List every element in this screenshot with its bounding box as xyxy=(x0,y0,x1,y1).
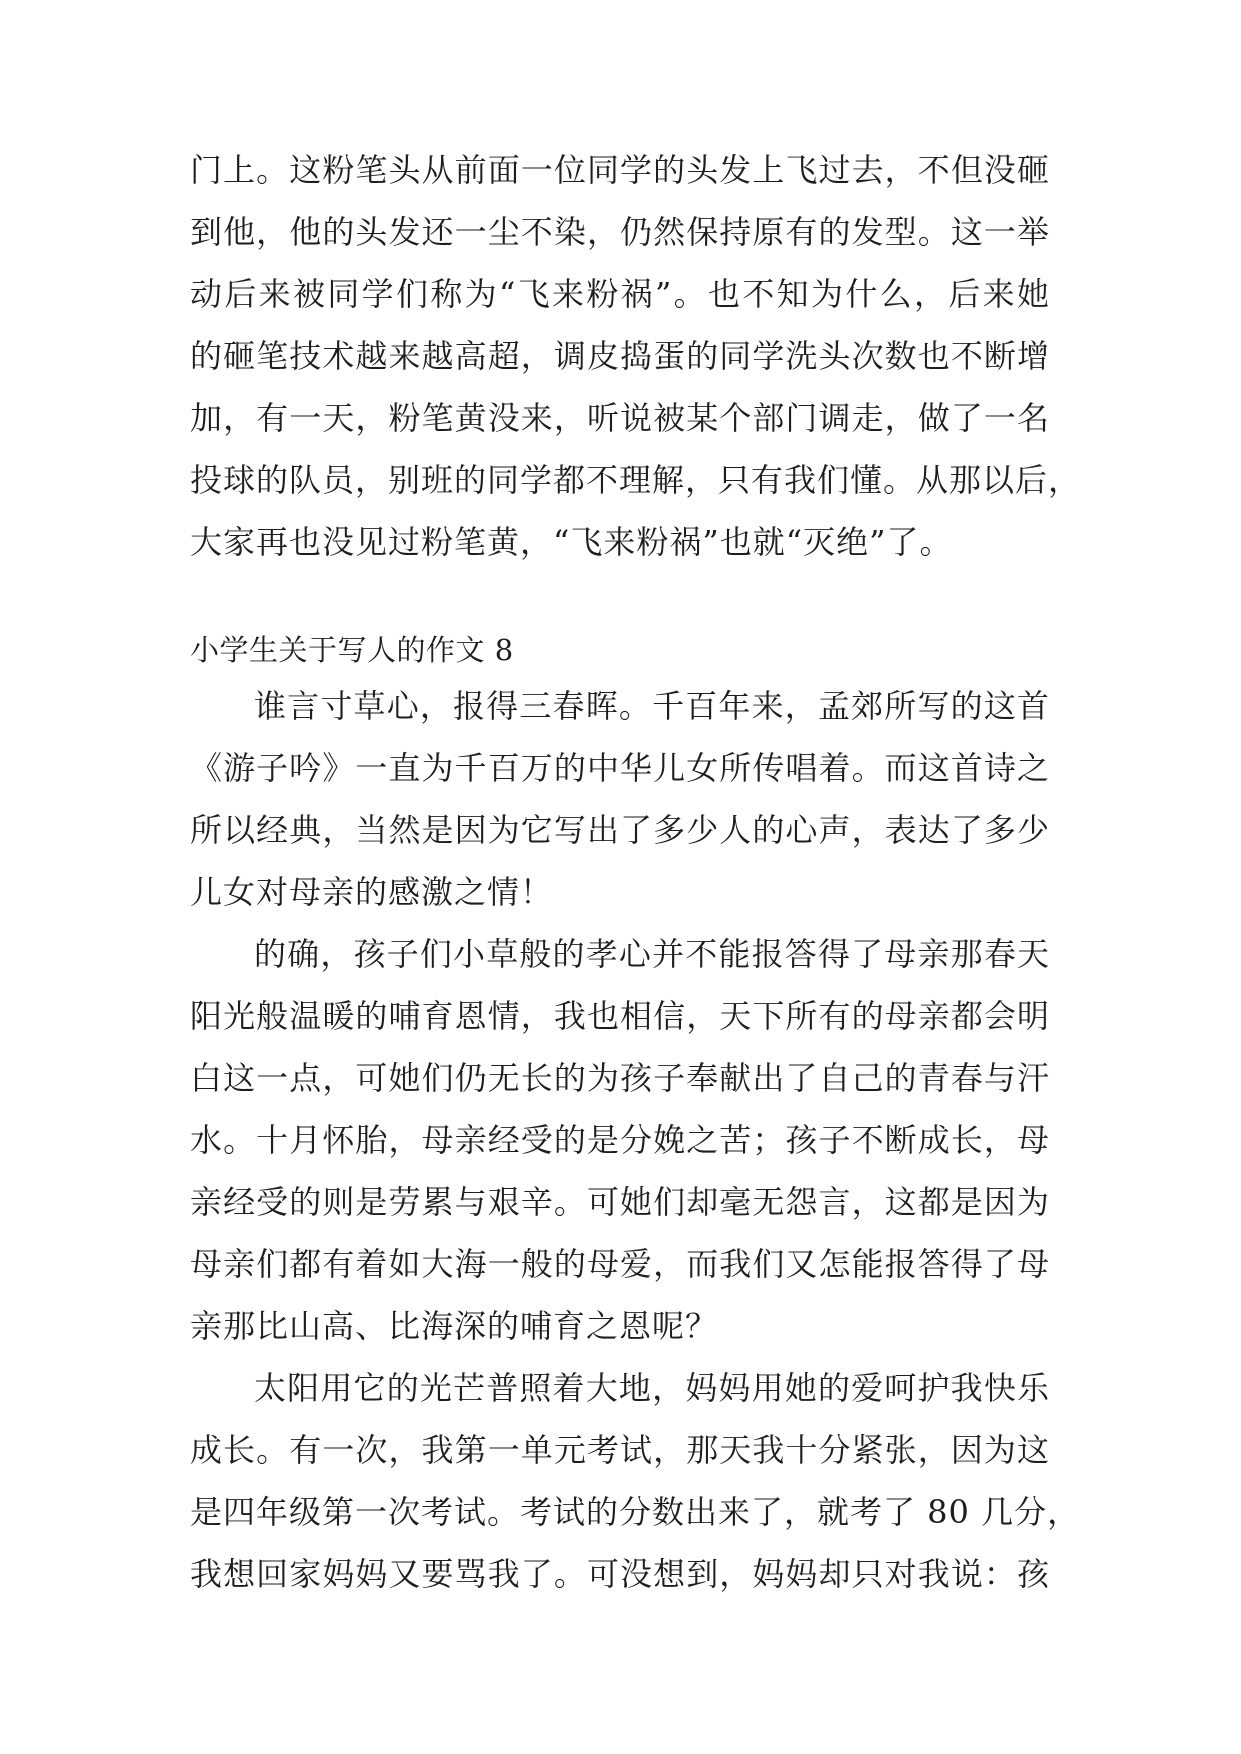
text-line: 母亲们都有着如大海一般的母爱，而我们又怎能报答得了母 xyxy=(190,1245,1050,1283)
text-line: 所以经典，当然是因为它写出了多少人的心声，表达了多少 xyxy=(190,811,1050,849)
text-line: 的确，孩子们小草般的孝心并不能报答得了母亲那春天 xyxy=(254,935,1050,973)
text-line: 到他，他的头发还一尘不染，仍然保持原有的发型。这一举 xyxy=(190,213,1050,251)
text-line: 动后来被同学们称为“飞来粉祸”。也不知为什么，后来她 xyxy=(190,275,1050,313)
text-line: 我想回家妈妈又要骂我了。可没想到，妈妈却只对我说：孩 xyxy=(190,1555,1050,1593)
text-line: 大家再也没见过粉笔黄，“飞来粉祸”也就“灭绝”了。 xyxy=(190,523,953,561)
text-line: 投球的队员，别班的同学都不理解，只有我们懂。从那以后， xyxy=(190,461,1082,499)
text-line: 谁言寸草心，报得三春晖。千百年来，孟郊所写的这首 xyxy=(254,687,1050,725)
text-line: 门上。这粉笔头从前面一位同学的头发上飞过去，不但没砸 xyxy=(190,151,1050,189)
text-line: 亲经受的则是劳累与艰辛。可她们却毫无怨言，这都是因为 xyxy=(190,1183,1050,1221)
text-line: 太阳用它的光芒普照着大地，妈妈用她的爱呵护我快乐 xyxy=(254,1369,1050,1407)
section-title: 小学生关于写人的作文 8 xyxy=(190,633,514,667)
text-line: 是四年级第一次考试。考试的分数出来了，就考了 80 几分， xyxy=(190,1493,1081,1531)
text-line: 成长。有一次，我第一单元考试，那天我十分紧张，因为这 xyxy=(190,1431,1050,1469)
text-line: 白这一点，可她们仍无长的为孩子奉献出了自己的青春与汗 xyxy=(190,1059,1050,1097)
text-line: 《游子吟》一直为千百万的中华儿女所传唱着。而这首诗之 xyxy=(190,749,1050,787)
text-line: 儿女对母亲的感激之情！ xyxy=(190,873,554,911)
text-line: 的砸笔技术越来越高超，调皮捣蛋的同学洗头次数也不断增 xyxy=(190,337,1050,375)
text-line: 加，有一天，粉笔黄没来，听说被某个部门调走，做了一名 xyxy=(190,399,1050,437)
text-line: 阳光般温暖的哺育恩情，我也相信，天下所有的母亲都会明 xyxy=(190,997,1050,1035)
text-line: 水。十月怀胎，母亲经受的是分娩之苦；孩子不断成长，母 xyxy=(190,1121,1050,1159)
text-line: 亲那比山高、比海深的哺育之恩呢？ xyxy=(190,1307,719,1345)
